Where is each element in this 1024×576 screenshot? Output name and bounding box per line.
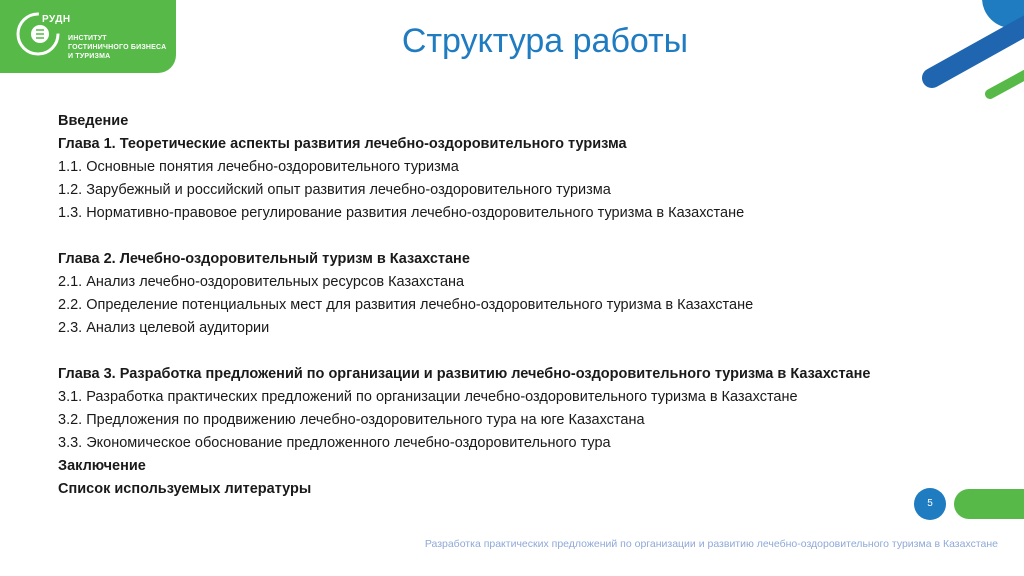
- toc-item-1-3: 1.3. Нормативно-правовое регулирование развития лечебно-оздоровительного туризма в Казахстане: [58, 205, 745, 221]
- toc-references: Список используемых литературы: [58, 481, 312, 497]
- toc-item-1-1: 1.1. Основные понятия лечебно-оздоровительного туризма: [58, 159, 459, 175]
- logo-line-3: И ТУРИЗМА: [68, 53, 111, 60]
- toc-introduction: Введение: [58, 113, 129, 129]
- page-number-badge: 5: [914, 488, 946, 520]
- toc-chapter-3-title: Глава 3. Разработка предложений по организации и развитию лечебно-оздоровительного туризма в Казахстане: [58, 366, 871, 382]
- toc-item-2-3: 2.3. Анализ целевой аудитории: [58, 320, 270, 336]
- toc-item-3-1: 3.1. Разработка практических предложений по организации лечебно-оздоровительного туризма в Казахстане: [58, 389, 798, 405]
- toc-conclusion: Заключение: [58, 458, 146, 474]
- table-of-contents: [58, 110, 1008, 501]
- toc-item-2-1: 2.1. Анализ лечебно-оздоровительных ресурсов Казахстана: [58, 274, 465, 290]
- logo-line-1: ИНСТИТУТ: [68, 35, 107, 42]
- toc-item-1-2: 1.2. Зарубежный и российский опыт развития лечебно-оздоровительного туризма: [58, 182, 611, 198]
- toc-chapter-1-title: Глава 1. Теоретические аспекты развития лечебно-оздоровительного туризма: [58, 136, 627, 152]
- logo-line-2: ГОСТИНИЧНОГО БИЗНЕСА: [68, 44, 167, 51]
- page-number-pill-decoration: [954, 489, 1024, 519]
- slide-title: Структура работы: [401, 22, 689, 60]
- toc-item-3-3: 3.3. Экономическое обоснование предложенного лечебно-оздоровительного тура: [58, 435, 611, 451]
- toc-item-2-2: 2.2. Определение потенциальных мест для развития лечебно-оздоровительного туризма в Казахстане: [58, 297, 754, 313]
- toc-item-3-2: 3.2. Предложения по продвижению лечебно-оздоровительного тура на юге Казахстана: [58, 412, 645, 428]
- toc-chapter-2-title: Глава 2. Лечебно-оздоровительный туризм в Казахстане: [58, 251, 470, 267]
- logo-brand: РУДН: [42, 14, 71, 25]
- footer-text: Разработка практических предложений по организации и развитию лечебно-оздоровительного туризма в Казахстане: [424, 538, 998, 550]
- corner-stripes-decoration: [904, 0, 1024, 100]
